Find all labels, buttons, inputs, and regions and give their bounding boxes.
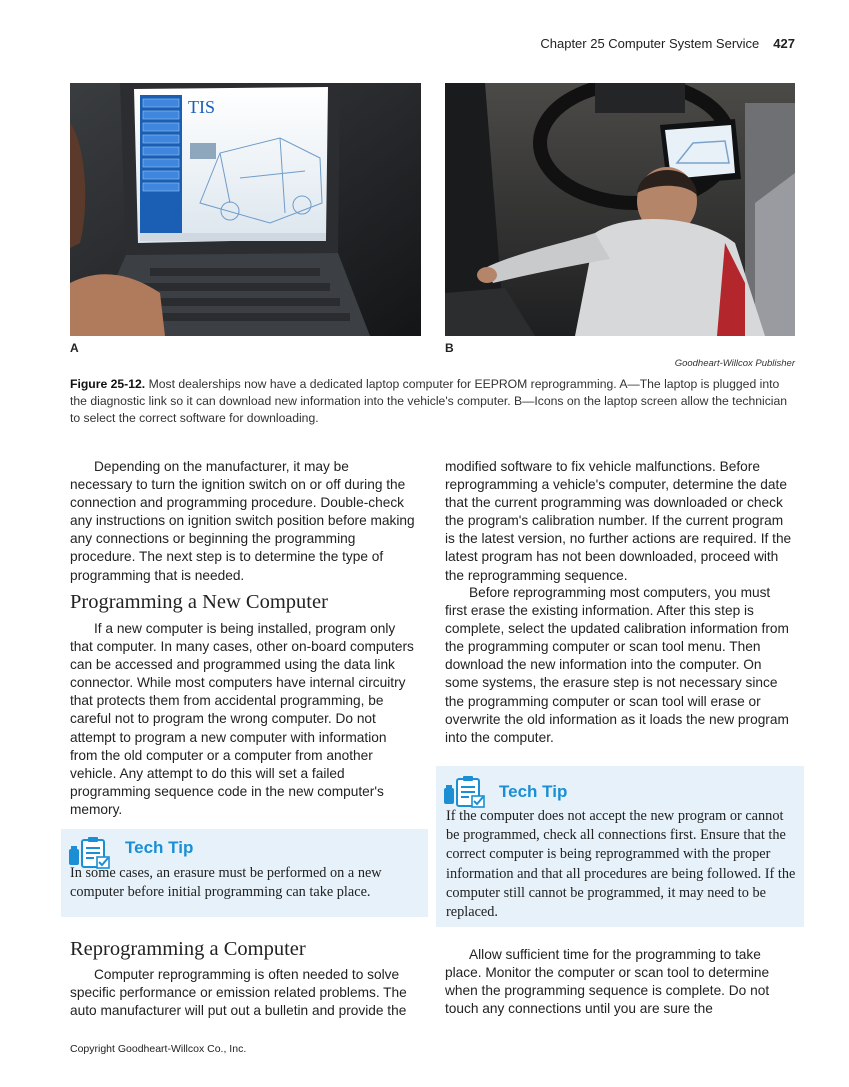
figure-caption (70, 376, 795, 427)
tech-tip-title-right: Tech Tip (499, 782, 568, 801)
tech-tip-box-right (436, 766, 804, 927)
right-erase-paragraph: Before reprogramming most computers, you must first erase the existing information. After this step is complete, select the updated calibration information from the programming computer or scan tool menu. Then download the new information into the computer. On some systems, the erasure step is not necessary since the programming computer or scan tool will erase or overwrite the old information as it loads the new program into the computer. (445, 585, 789, 745)
tech-tip-text-left: In some cases, an erasure must be performed on a new computer before initial programming can take place. (70, 865, 382, 901)
heading-reprogramming-computer: Reprogramming a Computer (70, 938, 306, 960)
chapter-title: Chapter 25 Computer System Service (540, 36, 760, 51)
copyright-footer: Copyright Goodheart-Willcox Co., Inc. (70, 1043, 247, 1055)
figure-credit: Goodheart-Willcox Publisher (674, 358, 795, 369)
tech-tip-box-left (61, 829, 428, 917)
photo-a-label: A (70, 341, 79, 355)
laptop-diagnostic-illustration (70, 83, 421, 336)
figure-caption-label: Figure 25-12. (70, 377, 146, 391)
photo-b-technician (445, 83, 795, 336)
right-time-paragraph: Allow sufficient time for the programming to take place. Monitor the computer or scan tool to determine when the programming sequence is complete. Do not touch any connections until you are sure the (445, 947, 770, 1017)
tech-tip-title-left: Tech Tip (125, 838, 194, 857)
page-number: 427 (773, 36, 795, 51)
left-reprogramming-paragraph: Computer reprogramming is often needed to solve specific performance or emission related problems. The auto manufacturer will put out a bulletin and provide the (70, 967, 407, 1019)
tech-tip-text-right: If the computer does not accept the new program or cannot be programmed, check all connections first. Ensure that the correct computer is being reprogrammed with the proper information and that all procedures are being followed. If the computer still cannot be programmed, it may need to be replaced. (446, 808, 796, 921)
heading-programming-new-computer: Programming a New Computer (70, 591, 328, 613)
clipboard-check-icon (443, 776, 487, 808)
technician-at-vehicle-illustration (445, 83, 795, 336)
running-head (540, 36, 795, 51)
photo-b-label: B (445, 341, 454, 355)
left-new-computer-paragraph: If a new computer is being installed, program only that computer. In many cases, other on-board computers can be accessed and programmed using the data link connector. While most computers have internal circuitry that protects them from accidental programming, be careful not to program the wrong computer. Do not attempt to program a new computer with information from the old computer or a computer from another vehicle. Any attempt to do this will set a failed programming sequence code in the new computer's memory. (70, 621, 414, 817)
right-continued-paragraph: modified software to fix vehicle malfunctions. Before reprogramming a vehicle's computer, determine the date that the current programming was downloaded or check the program's calibration number. If the current program is the latest version, no further actions are required. If the latest program has not been downloaded, proceed with the reprogramming sequence. (445, 459, 792, 583)
photo-a-laptop (70, 83, 421, 336)
left-intro-paragraph: Depending on the manufacturer, it may be necessary to turn the ignition switch on or off during the connection and programming procedure. Double-check any instructions on ignition switch position before making any connections or beginning the programming procedure. The next step is to determine the type of programming that is needed. (70, 459, 415, 583)
figure-caption-text: Most dealerships now have a dedicated laptop computer for EEPROM reprogramming. A—The laptop is plugged into the diagnostic link so it can download new information into the vehicle's computer. B—Icons on the laptop screen allow the technician to select the correct software for downloading. (70, 377, 788, 425)
screen-logo: TIS (188, 97, 215, 117)
